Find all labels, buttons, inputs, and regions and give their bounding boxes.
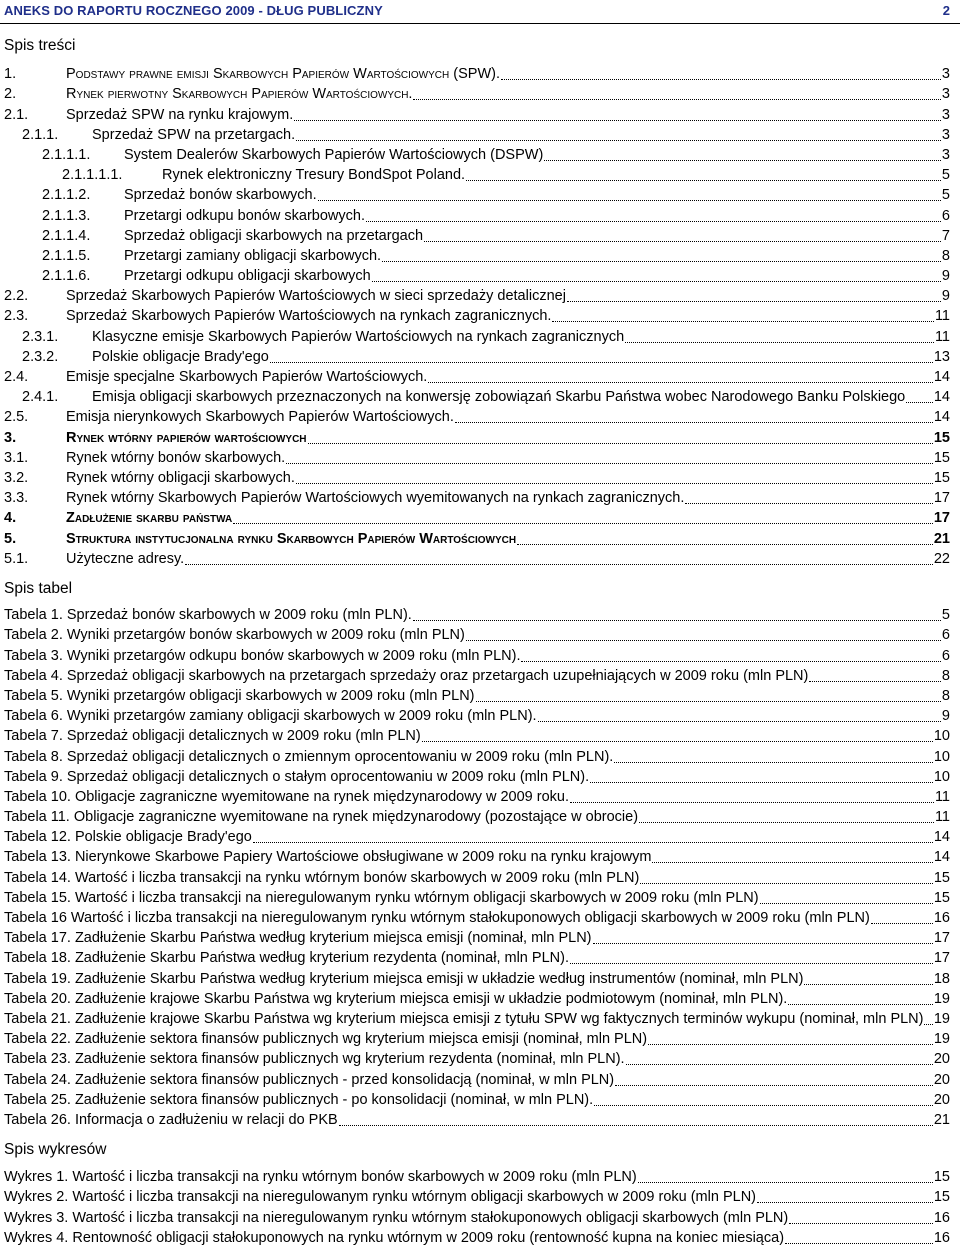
chart-entry-page: 15 bbox=[933, 1169, 950, 1186]
toc-entry-number: 2.1.1.3. bbox=[42, 207, 91, 224]
toc-entry-title: Sprzedaż bonów skarbowych. bbox=[124, 187, 317, 204]
dot-leader bbox=[185, 564, 933, 565]
dot-leader bbox=[626, 1064, 933, 1065]
toc-entry-number: 2.1.1.6. bbox=[42, 268, 91, 285]
table-entry-title: Tabela 18. Zadłużenie Skarbu Państwa według kryterium rezydenta (nominał, mln PLN). bbox=[4, 950, 569, 967]
dot-leader bbox=[906, 402, 933, 403]
chart-entry[interactable] bbox=[0, 1186, 960, 1206]
dot-leader bbox=[270, 362, 933, 363]
charts-list bbox=[0, 1166, 960, 1247]
dot-leader bbox=[501, 79, 941, 80]
table-entry-title: Tabela 10. Obligacje zagraniczne wyemitowane na rynek międzynarodowy w 2009 roku. bbox=[4, 788, 569, 805]
dot-leader bbox=[788, 1004, 933, 1005]
toc-entry-number: 2.1.1.1. bbox=[42, 146, 91, 163]
chart-entry-page: 16 bbox=[933, 1209, 950, 1226]
table-entry-title: Tabela 1. Sprzedaż bonów skarbowych w 2009 roku (mln PLN). bbox=[4, 607, 412, 624]
toc-entry[interactable] bbox=[0, 245, 960, 265]
toc-entry-title: Sprzedaż obligacji skarbowych na przetargach bbox=[124, 227, 424, 244]
table-entry-title: Tabela 3. Wyniki przetargów odkupu bonów skarbowych w 2009 roku (mln PLN). bbox=[4, 647, 521, 664]
toc-entry-title: Emisje specjalne Skarbowych Papierów Wartościowych. bbox=[66, 369, 428, 385]
toc-entry-page: 15 bbox=[933, 449, 950, 466]
table-entry-title: Tabela 22. Zadłużenie sektora finansów publicznych wg kryterium miejsca emisji (nominał, mln PLN) bbox=[4, 1031, 648, 1048]
table-entry-page: 9 bbox=[941, 708, 950, 725]
dot-leader bbox=[638, 1182, 933, 1183]
table-entry-page: 5 bbox=[941, 607, 950, 624]
dot-leader bbox=[785, 1243, 933, 1244]
table-entry-title: Tabela 2. Wyniki przetargów bonów skarbowych w 2009 roku (mln PLN) bbox=[4, 627, 465, 644]
toc-entry-title: Klasyczne emisje Skarbowych Papierów Wartościowych na rynkach zagranicznych bbox=[92, 328, 625, 345]
toc-entry-title: System Dealerów Skarbowych Papierów Wartościowych (DSPW) bbox=[124, 146, 544, 163]
table-entry-title: Tabela 15. Wartość i liczba transakcji na nieregulowanym rynku wtórnym obligacji skarbowych w 2009 roku (mln PLN) bbox=[4, 889, 759, 906]
toc-entry-title: Rynek wtórny obligacji skarbowych. bbox=[66, 469, 295, 486]
chart-entry[interactable] bbox=[0, 1206, 960, 1226]
toc-entry-page: 15 bbox=[933, 469, 950, 486]
dot-leader bbox=[809, 681, 941, 682]
toc-entry[interactable] bbox=[0, 103, 960, 123]
toc-entry-number: 3.3. bbox=[4, 490, 29, 507]
table-entry-title: Tabela 9. Sprzedaż obligacji detalicznych o stałym oprocentowaniu w 2009 roku (mln PLN). bbox=[4, 768, 590, 785]
dot-leader bbox=[521, 661, 940, 662]
dot-leader bbox=[372, 281, 941, 282]
toc-entry-page: 14 bbox=[933, 409, 950, 426]
dot-leader bbox=[422, 741, 933, 742]
toc-entry-title: Sprzedaż SPW na przetargach. bbox=[92, 126, 296, 143]
table-entry-page: 8 bbox=[941, 667, 950, 684]
toc-entry-page: 3 bbox=[941, 106, 950, 123]
chart-entry[interactable] bbox=[0, 1166, 960, 1186]
toc-entry-number: 2.1.1.2. bbox=[42, 187, 91, 204]
toc-entry-page: 11 bbox=[934, 328, 950, 345]
dot-leader bbox=[590, 782, 933, 783]
table-entry-page: 10 bbox=[933, 768, 950, 785]
toc-entry-page: 15 bbox=[933, 429, 950, 446]
toc-entry[interactable] bbox=[0, 487, 960, 507]
table-entry[interactable] bbox=[0, 866, 960, 886]
table-entry-page: 17 bbox=[933, 930, 950, 947]
table-entry[interactable] bbox=[0, 846, 960, 866]
dot-leader bbox=[871, 923, 933, 924]
toc-entry[interactable] bbox=[0, 366, 960, 386]
dot-leader bbox=[594, 1105, 933, 1106]
toc-entry-number: 3.1. bbox=[4, 449, 29, 466]
toc-entry-page: 5 bbox=[941, 187, 950, 204]
table-entry-title: Tabela 21. Zadłużenie krajowe Skarbu Państwa wg kryterium miejsca emisji z tytułu SPW wg faktycznych terminów wykupu (nominał, mln PLN) bbox=[4, 1010, 924, 1027]
dot-leader bbox=[570, 963, 933, 964]
header-title: ANEKS DO RAPORTU ROCZNEGO 2009 - DŁUG PUBLICZNY bbox=[4, 3, 383, 18]
dot-leader bbox=[552, 321, 934, 322]
table-entry[interactable] bbox=[0, 907, 960, 927]
toc-entry-title: Emisja nierynkowych Skarbowych Papierów Wartościowych. bbox=[66, 409, 454, 426]
table-entry[interactable] bbox=[0, 766, 960, 786]
toc-entry-page: 8 bbox=[941, 247, 950, 264]
dot-leader bbox=[760, 903, 933, 904]
dot-leader bbox=[924, 1024, 932, 1025]
table-entry[interactable] bbox=[0, 1089, 960, 1109]
toc-entry[interactable] bbox=[0, 83, 960, 103]
toc-entry-title: Sprzedaż SPW na rynku krajowym. bbox=[66, 106, 294, 123]
dot-leader bbox=[296, 140, 941, 141]
toc-entry[interactable] bbox=[0, 346, 960, 366]
dot-leader bbox=[286, 463, 933, 464]
toc-entry[interactable] bbox=[0, 507, 960, 527]
toc-entry-number: 2.1.1.4. bbox=[42, 227, 91, 244]
toc-entry[interactable] bbox=[0, 447, 960, 467]
dot-leader bbox=[382, 261, 941, 262]
toc-entry[interactable] bbox=[0, 305, 960, 325]
dot-leader bbox=[253, 842, 933, 843]
table-entry-page: 20 bbox=[933, 1091, 950, 1108]
table-entry[interactable] bbox=[0, 745, 960, 765]
dot-leader bbox=[339, 1125, 933, 1126]
table-entry[interactable] bbox=[0, 604, 960, 624]
dot-leader bbox=[466, 640, 941, 641]
table-entry-page: 21 bbox=[933, 1111, 950, 1128]
table-entry-page: 20 bbox=[933, 1051, 950, 1068]
table-entry[interactable] bbox=[0, 947, 960, 967]
toc-entry[interactable] bbox=[0, 426, 960, 446]
toc-entry[interactable] bbox=[0, 285, 960, 305]
toc-entry-number: 2.1.1. bbox=[22, 126, 59, 143]
table-entry[interactable] bbox=[0, 644, 960, 664]
toc-entry-number: 3. bbox=[4, 429, 17, 446]
toc-entry[interactable] bbox=[0, 184, 960, 204]
toc-entry-number: 2.4.1. bbox=[22, 389, 59, 406]
toc-entry-title: Sprzedaż Skarbowych Papierów Wartościowych na rynkach zagranicznych. bbox=[66, 308, 552, 325]
toc-entry-title: Przetargi zamiany obligacji skarbowych. bbox=[124, 247, 382, 264]
table-entry[interactable] bbox=[0, 826, 960, 846]
dot-leader bbox=[685, 503, 932, 504]
toc-entry-number: 3.2. bbox=[4, 469, 29, 486]
toc-entry[interactable] bbox=[0, 386, 960, 406]
table-entry[interactable] bbox=[0, 1048, 960, 1068]
toc-heading: Spis treści bbox=[4, 37, 76, 54]
table-entry-title: Tabela 6. Wyniki przetargów zamiany obligacji skarbowych w 2009 roku (mln PLN). bbox=[4, 708, 537, 725]
table-entry[interactable] bbox=[0, 786, 960, 806]
table-entry-title: Tabela 24. Zadłużenie sektora finansów publicznych - przed konsolidacją (nominał, w mln PLN) bbox=[4, 1071, 615, 1088]
toc-entry-title: Rynek pierwotny Skarbowych Papierów Wartościowych. bbox=[66, 86, 413, 103]
table-entry-title: Tabela 14. Wartość i liczba transakcji na rynku wtórnym bonów skarbowych w 2009 roku (mln PLN) bbox=[4, 869, 640, 886]
table-entry-title: Tabela 12. Polskie obligacje Brady'ego bbox=[4, 829, 252, 846]
dot-leader bbox=[640, 883, 933, 884]
toc-entry-title: Podstawy prawne emisji Skarbowych Papierów Wartościowych (SPW). bbox=[66, 66, 500, 83]
table-entry[interactable] bbox=[0, 806, 960, 826]
toc-entry-number: 1. bbox=[4, 66, 17, 83]
dot-leader bbox=[476, 701, 941, 702]
table-entry-title: Tabela 5. Wyniki przetargów obligacji skarbowych w 2009 roku (mln PLN) bbox=[4, 687, 475, 704]
toc-entry[interactable] bbox=[0, 144, 960, 164]
dot-leader bbox=[804, 984, 932, 985]
table-entry-page: 14 bbox=[933, 849, 950, 866]
table-entry-page: 18 bbox=[933, 970, 950, 987]
toc-entry-page: 14 bbox=[933, 369, 950, 385]
chart-entry-title: Wykres 1. Wartość i liczba transakcji na rynku wtórnym bonów skarbowych w 2009 roku (mln PLN) bbox=[4, 1169, 637, 1186]
table-entry-page: 16 bbox=[933, 910, 950, 926]
table-entry-title: Tabela 20. Zadłużenie krajowe Skarbu Państwa wg kryterium miejsca emisji w układzie podmiotowym (nominał, mln PLN). bbox=[4, 990, 788, 1007]
table-entry-page: 11 bbox=[934, 809, 950, 826]
dot-leader bbox=[625, 342, 934, 343]
toc-entry-number: 2.4. bbox=[4, 369, 29, 385]
toc-entry-title: Przetargi odkupu bonów skarbowych. bbox=[124, 207, 365, 224]
dot-leader bbox=[428, 382, 933, 383]
toc-entry[interactable] bbox=[0, 225, 960, 245]
toc-entry-title: Użyteczne adresy. bbox=[66, 550, 185, 567]
toc-entry-number: 2.3. bbox=[4, 308, 29, 325]
toc-entry-number: 4. bbox=[4, 510, 17, 527]
table-entry[interactable] bbox=[0, 887, 960, 907]
table-entry-title: Tabela 7. Sprzedaż obligacji detalicznych w 2009 roku (mln PLN) bbox=[4, 728, 421, 745]
dot-leader bbox=[789, 1223, 933, 1224]
dot-leader bbox=[455, 422, 933, 423]
table-entry-title: Tabela 23. Zadłużenie sektora finansów publicznych wg kryterium rezydenta (nominał, mln PLN). bbox=[4, 1051, 625, 1068]
toc-entry[interactable] bbox=[0, 527, 960, 547]
table-entry[interactable] bbox=[0, 927, 960, 947]
toc-entry-title: Struktura instytucjonalna rynku Skarbowych Papierów Wartościowych bbox=[66, 530, 517, 547]
toc-entry-page: 9 bbox=[941, 268, 950, 285]
toc-entry-page: 7 bbox=[941, 227, 950, 244]
table-entry-page: 10 bbox=[933, 728, 950, 745]
table-entry[interactable] bbox=[0, 988, 960, 1008]
dot-leader bbox=[567, 301, 941, 302]
table-entry-title: Tabela 25. Zadłużenie sektora finansów publicznych - po konsolidacji (nominał, w mln PLN). bbox=[4, 1091, 594, 1108]
toc-entry-number: 2.3.2. bbox=[22, 348, 59, 365]
toc-entry[interactable] bbox=[0, 467, 960, 487]
table-entry[interactable] bbox=[0, 967, 960, 987]
dot-leader bbox=[593, 943, 933, 944]
table-entry-title: Tabela 19. Zadłużenie Skarbu Państwa według kryterium miejsca emisji w układzie według instrumentów (nominał, mln PLN) bbox=[4, 970, 804, 987]
tables-list bbox=[0, 604, 960, 1129]
chart-entry-page: 16 bbox=[933, 1229, 950, 1246]
toc-entry-number: 5. bbox=[4, 530, 17, 547]
chart-entry-title: Wykres 4. Rentowność obligacji stałokuponowych na rynku wtórnym w 2009 roku (rentowność kupna na koniec miesiąca) bbox=[4, 1229, 785, 1246]
table-entry-page: 17 bbox=[933, 950, 950, 967]
dot-leader bbox=[648, 1044, 933, 1045]
toc-entry-number: 2.1.1.1.1. bbox=[62, 167, 123, 184]
table-entry[interactable] bbox=[0, 1008, 960, 1028]
table-entry-page: 19 bbox=[933, 990, 950, 1007]
toc-entry-title: Rynek wtórny Skarbowych Papierów Wartościowych wyemitowanych na rynkach zagranicznych. bbox=[66, 490, 685, 507]
toc-entry-page: 11 bbox=[934, 308, 950, 325]
table-entry-page: 11 bbox=[934, 788, 950, 805]
dot-leader bbox=[413, 620, 941, 621]
toc-entry-title: Sprzedaż Skarbowych Papierów Wartościowych w sieci sprzedaży detalicznej bbox=[66, 288, 566, 305]
toc-entry-number: 2. bbox=[4, 86, 17, 103]
toc-entry[interactable] bbox=[0, 124, 960, 144]
chart-entry-title: Wykres 3. Wartość i liczba transakcji na nieregulowanym rynku wtórnym stałokuponowych obligacji skarbowych (mln PLN) bbox=[4, 1209, 789, 1226]
toc-entry-page: 6 bbox=[941, 207, 950, 224]
chart-entry-page: 15 bbox=[933, 1189, 950, 1206]
dot-leader bbox=[366, 221, 941, 222]
toc-entry-number: 5.1. bbox=[4, 550, 29, 567]
toc-entry-title: Emisja obligacji skarbowych przeznaczonych na konwersję zobowiązań Skarbu Państwa wobec Narodowego Banku Polskiego bbox=[92, 389, 906, 406]
table-entry-page: 20 bbox=[933, 1071, 950, 1088]
toc-entry-title: Przetargi odkupu obligacji skarbowych bbox=[124, 268, 371, 285]
table-entry-title: Tabela 13. Nierynkowe Skarbowe Papiery Wartościowe obsługiwane w 2009 roku na rynku krajowym bbox=[4, 849, 652, 866]
toc-entry-number: 2.2. bbox=[4, 288, 29, 305]
table-entry-page: 19 bbox=[933, 1010, 950, 1027]
toc-entry-page: 21 bbox=[933, 530, 950, 547]
toc-entry-page: 9 bbox=[941, 288, 950, 305]
toc-entry-title: Rynek wtórny bonów skarbowych. bbox=[66, 449, 286, 466]
toc-entry-title: Polskie obligacje Brady'ego bbox=[92, 348, 269, 365]
table-entry[interactable] bbox=[0, 1068, 960, 1088]
toc-entry-page: 5 bbox=[941, 167, 950, 184]
dot-leader bbox=[614, 762, 933, 763]
toc-entry-page: 22 bbox=[933, 550, 950, 567]
table-entry-page: 15 bbox=[933, 869, 950, 886]
dot-leader bbox=[544, 160, 941, 161]
dot-leader bbox=[294, 120, 941, 121]
toc-entry[interactable] bbox=[0, 548, 960, 568]
toc-entry-title: Rynek elektroniczny Tresury BondSpot Poland. bbox=[162, 167, 466, 184]
toc-entry[interactable] bbox=[0, 265, 960, 285]
dot-leader bbox=[233, 523, 933, 524]
table-entry-title: Tabela 11. Obligacje zagraniczne wyemitowane na rynek międzynarodowy (pozostające w obrocie) bbox=[4, 809, 639, 826]
table-entry[interactable] bbox=[0, 725, 960, 745]
toc-entry-page: 13 bbox=[933, 348, 950, 365]
toc-list bbox=[0, 63, 960, 568]
toc-entry[interactable] bbox=[0, 204, 960, 224]
table-entry[interactable] bbox=[0, 665, 960, 685]
chart-entry[interactable] bbox=[0, 1227, 960, 1247]
table-entry-page: 19 bbox=[933, 1031, 950, 1048]
table-entry-page: 15 bbox=[933, 889, 950, 906]
toc-entry[interactable] bbox=[0, 325, 960, 345]
toc-entry-page: 14 bbox=[933, 389, 950, 406]
dot-leader bbox=[318, 200, 941, 201]
toc-entry[interactable] bbox=[0, 63, 960, 83]
dot-leader bbox=[757, 1202, 933, 1203]
toc-entry-page: 3 bbox=[941, 126, 950, 143]
toc-entry[interactable] bbox=[0, 406, 960, 426]
dot-leader bbox=[652, 862, 932, 863]
dot-leader bbox=[570, 802, 934, 803]
table-entry[interactable] bbox=[0, 1028, 960, 1048]
dot-leader bbox=[538, 721, 941, 722]
toc-entry-page: 3 bbox=[941, 66, 950, 83]
toc-entry-number: 2.1.1.5. bbox=[42, 247, 91, 264]
dot-leader bbox=[424, 241, 941, 242]
toc-entry-page: 3 bbox=[941, 146, 950, 163]
table-entry-title: Tabela 4. Sprzedaż obligacji skarbowych na przetargach sprzedaży oraz przetargach uzupełniających w 2009 roku (mln PLN) bbox=[4, 667, 809, 684]
toc-entry-page: 17 bbox=[933, 510, 950, 527]
toc-entry-page: 17 bbox=[933, 490, 950, 507]
charts-heading: Spis wykresów bbox=[4, 1141, 107, 1158]
dot-leader bbox=[413, 99, 940, 100]
table-entry-page: 6 bbox=[941, 627, 950, 644]
toc-entry-title: Zadłużenie skarbu państwa bbox=[66, 510, 233, 527]
table-entry[interactable] bbox=[0, 1109, 960, 1129]
table-entry-title: Tabela 26. Informacja o zadłużeniu w relacji do PKB bbox=[4, 1111, 338, 1128]
dot-leader bbox=[615, 1085, 933, 1086]
table-entry[interactable] bbox=[0, 705, 960, 725]
toc-entry-number: 2.3.1. bbox=[22, 328, 59, 345]
dot-leader bbox=[296, 483, 933, 484]
table-entry-page: 10 bbox=[933, 748, 950, 765]
dot-leader bbox=[308, 443, 933, 444]
table-entry-page: 8 bbox=[941, 687, 950, 704]
toc-entry-number: 2.5. bbox=[4, 409, 29, 426]
table-entry[interactable] bbox=[0, 624, 960, 644]
header-page-number: 2 bbox=[942, 3, 950, 18]
tables-heading: Spis tabel bbox=[4, 580, 73, 597]
table-entry-page: 14 bbox=[933, 829, 950, 846]
table-entry[interactable] bbox=[0, 685, 960, 705]
table-entry-page: 6 bbox=[941, 647, 950, 664]
table-entry-title: Tabela 8. Sprzedaż obligacji detalicznych o zmiennym oprocentowaniu w 2009 roku (mln PLN). bbox=[4, 748, 614, 765]
dot-leader bbox=[517, 544, 933, 545]
dot-leader bbox=[466, 180, 941, 181]
dot-leader bbox=[639, 822, 934, 823]
toc-entry-number: 2.1. bbox=[4, 106, 29, 123]
toc-entry-title: Rynek wtórny papierów wartościowych bbox=[66, 429, 307, 446]
toc-entry-page: 3 bbox=[941, 86, 950, 103]
table-entry-title: Tabela 17. Zadłużenie Skarbu Państwa według kryterium miejsca emisji (nominał, mln PLN) bbox=[4, 930, 592, 947]
table-entry-title: Tabela 16 Wartość i liczba transakcji na nieregulowanym rynku wtórnym stałokuponowych obligacji skarbowych w 2009 roku (mln PLN) bbox=[4, 910, 870, 926]
chart-entry-title: Wykres 2. Wartość i liczba transakcji na nieregulowanym rynku wtórnym obligacji skarbowych w 2009 roku (mln PLN) bbox=[4, 1189, 756, 1206]
toc-entry[interactable] bbox=[0, 164, 960, 184]
page-header bbox=[0, 0, 960, 24]
